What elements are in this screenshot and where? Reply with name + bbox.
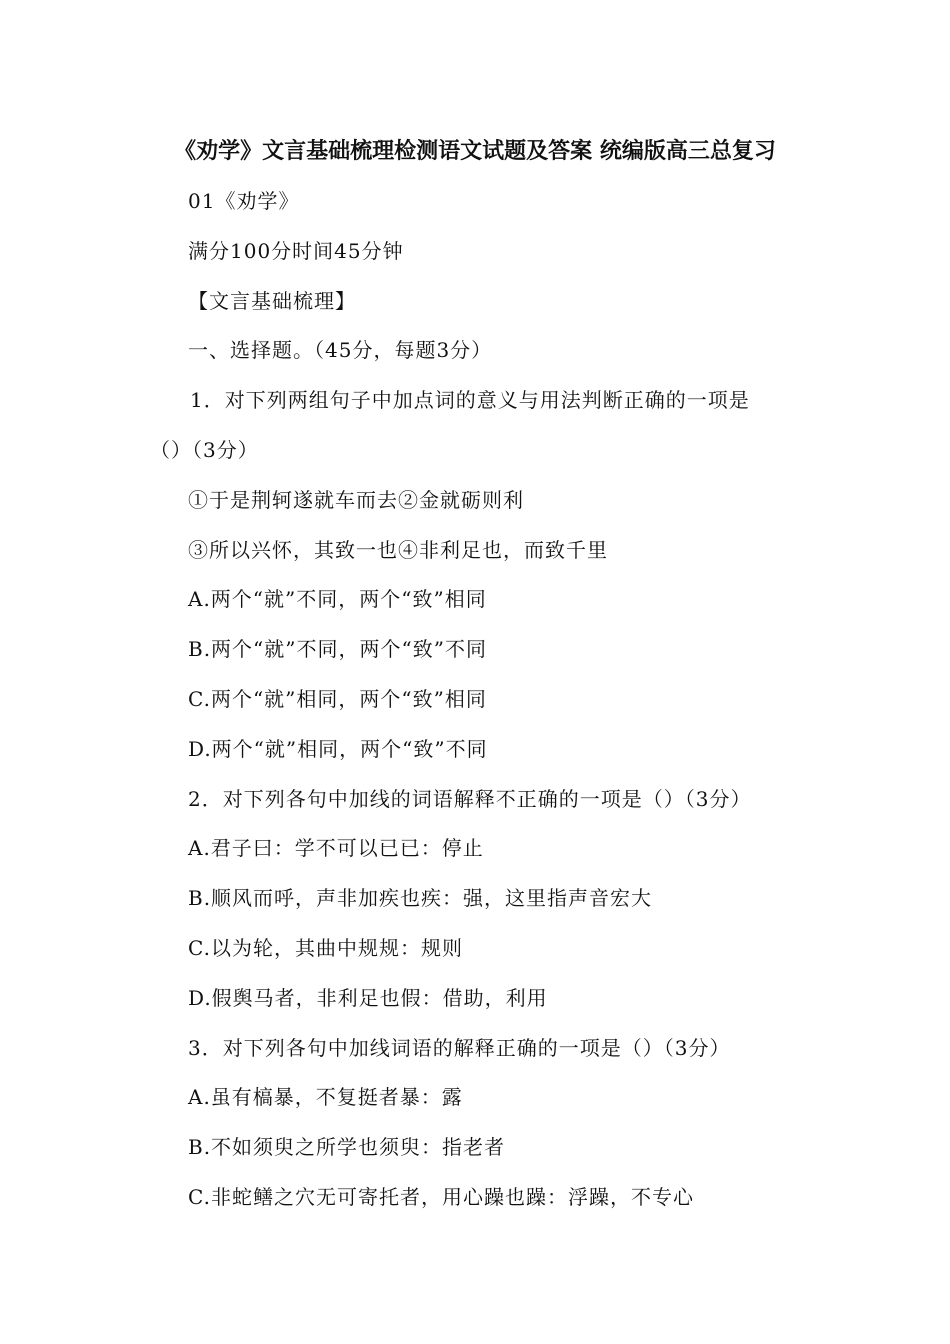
question-3-option-b: B.不如须臾之所学也须臾：指老者 [188,1135,506,1160]
document-body [0,183,950,1229]
question-2-option-a: A.君子曰：学不可以已已：停止 [188,836,484,861]
question-2-option-c: C.以为轮，其曲中规规：规则 [188,935,463,960]
question-1-option-c: C.两个“就”相同，两个“致”相同 [188,686,487,711]
question-2-stem: 2．对下列各句中加线的词语解释不正确的一项是（）（3分） [188,786,752,811]
question-1-option-b: B.两个“就”不同，两个“致”不同 [188,637,487,662]
question-1-option-a: A.两个“就”不同，两个“致”相同 [188,587,487,612]
part-heading: 一、选择题。（45分，每题3分） [188,338,493,363]
exam-info: 满分100分时间45分钟 [188,238,404,263]
question-1-stem-continued: （）（3分） [150,437,259,462]
question-1-stem: 1．对下列两组句子中加点词的意义与用法判断正确的一项是 [190,388,750,413]
question-2-option-b: B.顺风而呼，声非加疾也疾：强，这里指声音宏大 [188,886,653,911]
section-heading: 【文言基础梳理】 [188,288,356,313]
question-1-option-d: D.两个“就”相同，两个“致”不同 [188,736,488,761]
section-number: 01《劝学》 [188,189,300,213]
question-1-sentences-2: ③所以兴怀，其致一也④非利足也，而致千里 [188,537,608,562]
question-3-option-c: C.非蛇鳝之穴无可寄托者，用心躁也躁：浮躁，不专心 [188,1184,694,1209]
question-2-option-d: D.假舆马者，非利足也假：借助，利用 [188,985,548,1010]
question-3-stem: 3．对下列各句中加线词语的解释正确的一项是（）（3分） [188,1035,731,1060]
question-1-sentences-1: ①于是荆轲遂就车而去②金就砺则利 [188,487,524,512]
document-title: 《劝学》文言基础梳理检测语文试题及答案 统编版高三总复习 [174,139,776,164]
question-3-option-a: A.虽有槁暴，不复挺者暴：露 [188,1085,463,1110]
